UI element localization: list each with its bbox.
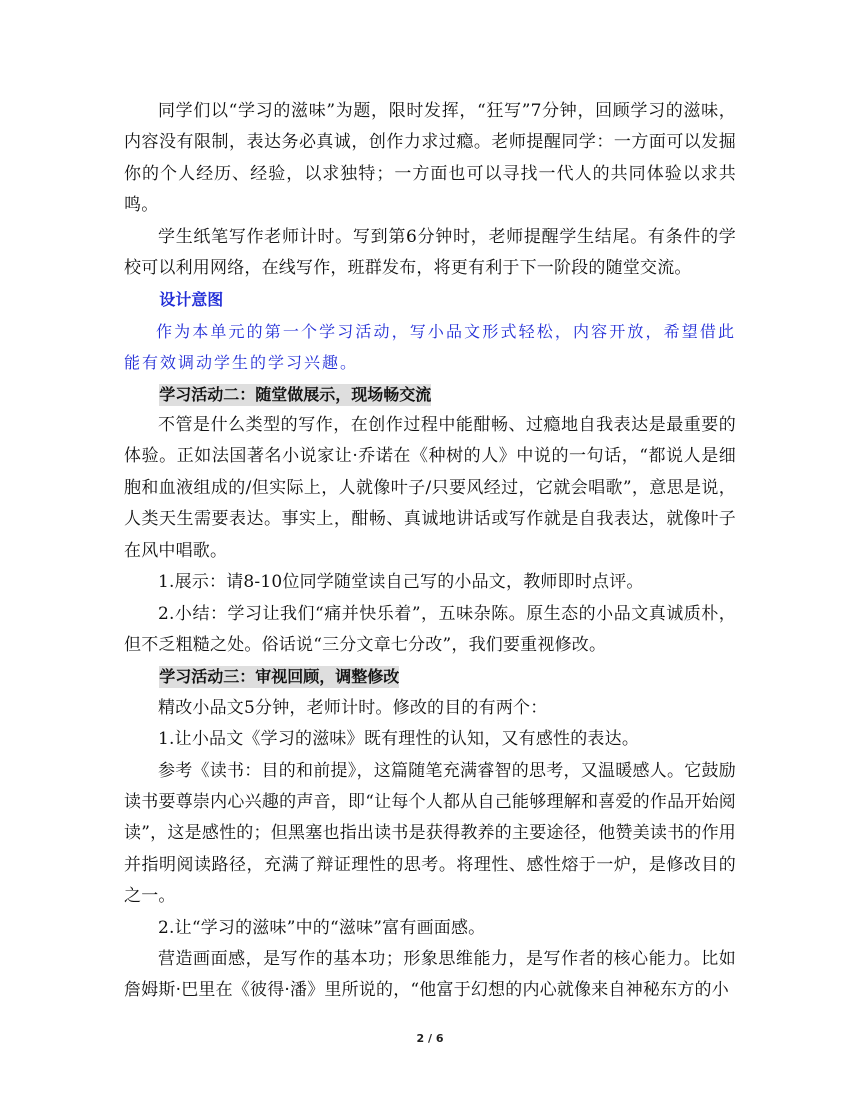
activity-heading-text: 学习活动三：审视回顾，调整修改 [159, 667, 400, 687]
design-intent-text: 作为本单元的第一个学习活动，写小品文形式轻松，内容开放，希望借此能有效调动学生的学习兴趣。 [124, 321, 736, 373]
paragraph: 2.小结：学习让我们“痛并快乐着”，五味杂陈。原生态的小品文真诚质朴，但不乏粗糙之处。俗话说“三分文章七分改”，我们要重视修改。 [124, 603, 736, 655]
paragraph: 1.让小品文《学习的滋味》既有理性的认知，又有感性的表达。 [158, 729, 640, 750]
document-body [124, 96, 736, 1007]
paragraph: 1.展示：请8-10位同学随堂读自己写的小品文，教师即时点评。 [158, 572, 644, 593]
activity-heading [124, 661, 736, 692]
paragraph: 营造画面感，是写作的基本功；形象思维能力，是写作者的核心能力。比如詹姆斯·巴里在《彼得·潘》里所说的，“他富于幻想的内心就像来自神秘东方的小 [124, 948, 736, 1001]
activity-heading-text: 学习活动二：随堂做展示，现场畅交流 [159, 384, 432, 404]
paragraph: 参考《读书：目的和前提》，这篇随笔充满睿智的思考，又温暖感人。它鼓励读书要尊崇内心兴趣的声音，即“让每个人都从自己能够理解和喜爱的作品开始阅读”，这是感性的；但黑塞也指出读书是获得教养的主要途径，他赞美读书的作用并指明阅读路径，充满了辩证理性的思考。将理性、感性熔于一炉，是修改目的之一。 [124, 760, 736, 907]
paragraph: 不管是什么类型的写作，在创作过程中能酣畅、过瘾地自我表达是最重要的体验。正如法国著名小说家让·乔诺在《种树的人》中说的一句话，“都说人是细胞和血液组成的/但实际上，人就像叶子/只要风经过，它就会唱歌”，意思是说，人类天生需要表达。事实上，酣畅、真诚地讲话或写作就是自我表达，就像叶子在风中唱歌。 [124, 415, 736, 561]
paragraph: 同学们以“学习的滋味”为题，限时发挥，“狂写”7分钟，回顾学习的滋味，内容没有限制，表达务必真诚，创作力求过瘾。老师提醒同学：一方面可以发掘你的个人经历、经验，以求独特；一方面也可以寻找一代人的共同体验以求共鸣。 [124, 101, 736, 216]
paragraph: 学生纸笔写作老师计时。写到第6分钟时，老师提醒学生结尾。有条件的学校可以利用网络，在线写作，班群发布，将更有利于下一阶段的随堂交流。 [124, 226, 736, 279]
page-number: 2 / 6 [416, 1032, 444, 1045]
paragraph: 精改小品文5分钟，老师计时。修改的目的有两个： [158, 697, 548, 718]
design-intent-heading: 设计意图 [159, 290, 224, 310]
activity-heading [124, 379, 736, 410]
paragraph: 2.让“学习的滋味”中的“滋味”富有画面感。 [158, 917, 486, 938]
